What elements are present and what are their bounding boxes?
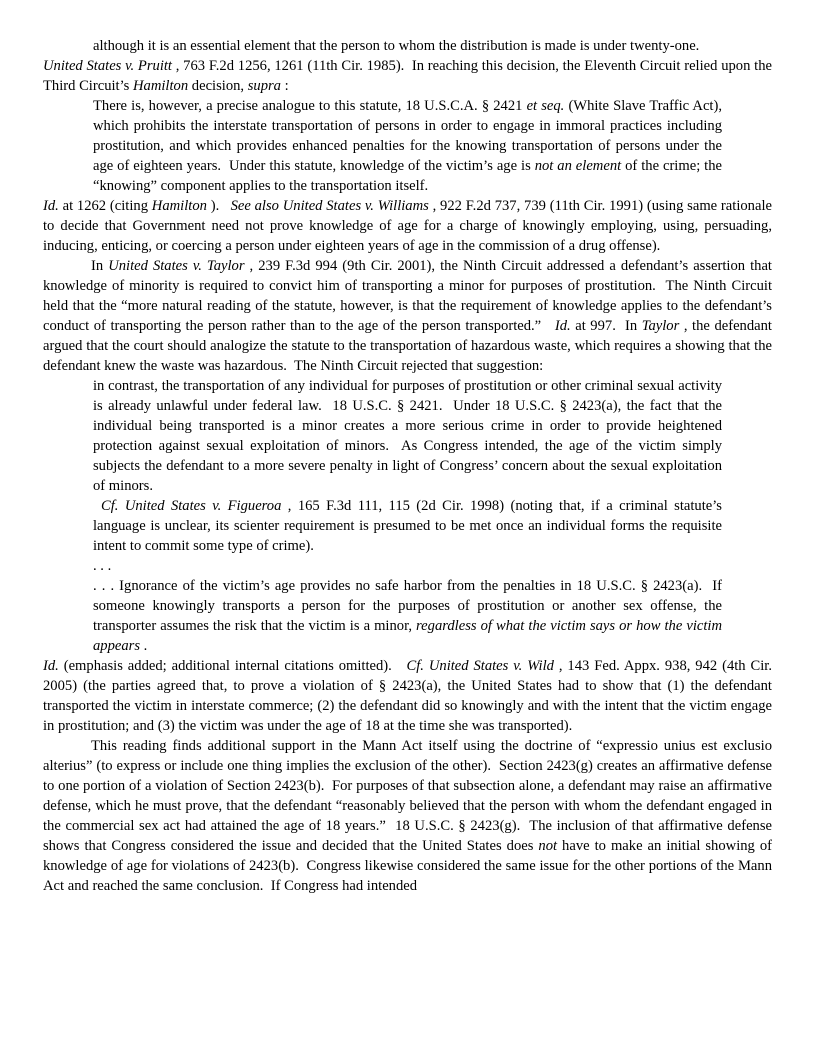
document-body: [43, 36, 772, 896]
text-run: , the defendant argued that the court should analogize the statute to the transportation of hazardous waste, which requires a showing that the defendant knew the waste was hazardous. The Ninth Circuit rejected that suggestion:: [43, 318, 772, 374]
text-run: Id.: [554, 318, 571, 334]
text-run: et seq.: [526, 98, 565, 114]
paragraph-mann-act: [43, 736, 772, 896]
text-run: See also United States v. Williams: [230, 198, 429, 214]
text-run: Cf. United States v. Figueroa: [101, 498, 282, 514]
text-run: , 239 F.3d 994 (9th Cir. 2001), the Ninth Circuit addressed a defendant’s assertion that knowledge of minority is required to convict him of transporting a minor for purposes of prostitution. The Ninth Circuit held that the “more natural reading of the statute, however, is that the requirement of knowledge applies to the defendant’s conduct of transporting the person rather than to the age of the person transported.”: [43, 258, 772, 334]
text-run: although it is an essential element that the person to whom the distribution is made is under twenty-one.: [93, 38, 700, 54]
text-run: This reading finds additional support in the Mann Act itself using the doctrine of “expressio unius est exclusio alterius” (to express or include one thing implies the exclusion of the other). Section 2423(g) creates an affirmative defense to one portion of a violation of Section 2423(b). For purposes of that subsection alone, a defendant may raise an affirmative defense, which he must prove, that the defendant “reasonably believed that the person with whom the defendant engaged in the commercial sex act had attained the age of 18 years.” 18 U.S.C. § 2423(g). The inclusion of that affirmative defense shows that Congress considered the issue and decided that the United States does: [43, 738, 772, 854]
text-run: In: [91, 258, 109, 274]
text-run: Hamilton: [133, 78, 189, 94]
text-run: , 165 F.3d 111, 115 (2d Cir. 1998) (noting that, if a criminal statute’s language is unclear, its scienter requirement is presumed to be met once an individual forms the requisite intent to commit some type of crime).: [93, 498, 722, 554]
text-run: have to make an initial showing of knowledge of age for violations of 2423(b). Congress likewise considered the same issue for the other portions of the Mann Act and reached the same conclusion. If Congress had intended: [43, 838, 772, 894]
text-run: (emphasis added; additional internal citations omitted).: [58, 658, 407, 674]
blockquote-hamilton: [93, 96, 722, 196]
text-run: regardless of what the victim says or how the victim appears: [93, 618, 722, 654]
text-run: supra: [247, 78, 281, 94]
text-run: Cf. United States v. Wild: [406, 658, 554, 674]
text-run: of the crime; the “knowing” component applies to the transportation itself.: [93, 158, 723, 194]
text-run: Id.: [43, 658, 59, 674]
text-run: ).: [206, 198, 231, 214]
text-run: at 997. In: [570, 318, 642, 334]
blockquote-taylor-part2: [93, 576, 722, 656]
text-run: at 1262 (citing: [58, 198, 152, 214]
text-run: not an element: [534, 158, 622, 174]
text-run: , 763 F.2d 1256, 1261 (11th Cir. 1985). In reaching this decision, the Eleventh Circuit relied upon the Third Circuit’s: [43, 58, 772, 94]
text-run: in contrast, the transportation of any individual for purposes of prostitution or other criminal sexual activity is already unlawful under federal law. 18 U.S.C. § 2421. Under 18 U.S.C. § 2423(a), the fact that the individual being transported is a minor creates a more serious crime in order to provide heightened protection against sexual exploitation of minors. As Congress intended, the age of the victim simply subjects the defendant to a more severe penalty in light of Congress’ concern about the sexual exploitation of minors.: [93, 378, 722, 494]
paragraph-wild: [43, 656, 772, 736]
text-run: not: [538, 838, 558, 854]
text-run: Taylor: [641, 318, 680, 334]
text-run: , 922 F.2d 737, 739 (11th Cir. 1991) (using same rationale to decide that Government need not prove knowledge of age for a charge of knowingly employing, using, persuading, inducing, enticing, or coercing a person under eighteen years of age in the commission of a drug offense).: [43, 198, 772, 254]
text-run: (White Slave Traffic Act), which prohibits the interstate transportation of persons in order to engage in immoral practices including prostitution, and which provides enhanced penalties for the knowing transportation of persons under the age of eighteen years. Under this statute, knowledge of the victim’s age is: [93, 98, 722, 174]
text-run: Hamilton: [151, 198, 207, 214]
text-run: decision,: [188, 78, 248, 94]
text-run: . . .: [93, 558, 112, 574]
text-run: United States v. Taylor: [108, 258, 245, 274]
blockquote-taylor-part1: [93, 376, 722, 496]
blockquote-figueroa: [93, 496, 722, 556]
blockquote-ellipsis: [93, 556, 722, 576]
text-run: . . . Ignorance of the victim’s age provides no safe harbor from the penalties in 18 U.S.C. § 2423(a). If someone knowingly transports a person for the purposes of prostitution or another sex offense, the transporter assumes the risk that the victim is a minor,: [93, 578, 722, 634]
text-run: .: [140, 638, 148, 654]
text-run: United States v. Pruitt: [43, 58, 172, 74]
text-run: Id.: [43, 198, 59, 214]
paragraph-taylor: [43, 256, 772, 376]
paragraph-williams: [43, 196, 772, 256]
paragraph-pruitt: [43, 56, 772, 96]
text-run: There is, however, a precise analogue to this statute, 18 U.S.C.A. § 2421: [93, 98, 527, 114]
text-run: , 143 Fed. Appx. 938, 942 (4th Cir. 2005) (the parties agreed that, to prove a violation of § 2423(a), the United States had to show that (1) the defendant transported the victim in interstate commerce; (2) the defendant did so knowingly and with the intent that the victim engage in prostitution; and (3) the victim was under the age of 18 at the time she was transported).: [43, 658, 772, 734]
blockquote-continued: [93, 36, 722, 56]
text-run: :: [280, 78, 289, 94]
